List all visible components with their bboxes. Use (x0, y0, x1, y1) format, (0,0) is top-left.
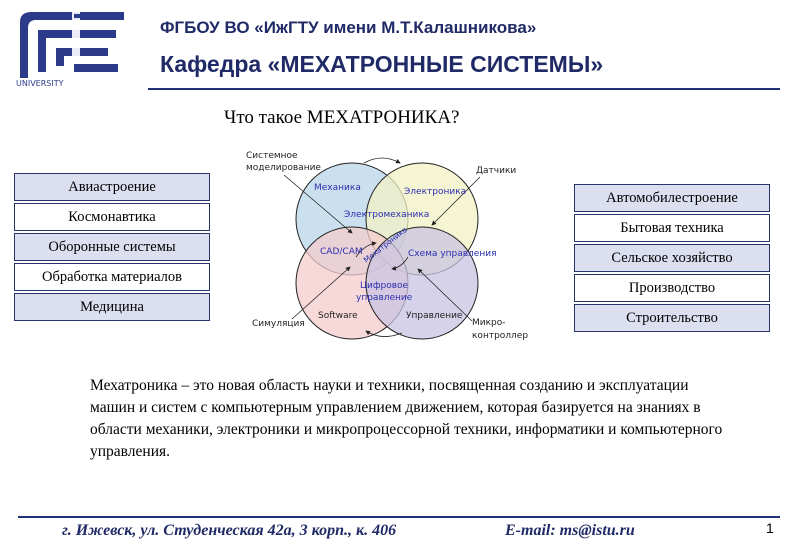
right-box-appliances: Бытовая техника (574, 214, 770, 242)
loop-arrow (364, 158, 400, 163)
footer-address: г. Ижевск, ул. Студенческая 42а, 3 корп., к. 406 (62, 522, 397, 539)
label-sys-model-1: Системное (246, 151, 298, 161)
left-box-aviation: Авиастроение (14, 173, 210, 201)
slide-question: Что такое МЕХАТРОНИКА? (224, 107, 460, 128)
label-control-scheme: Схема управления (408, 249, 497, 259)
label-cadcam: CAD/CAM (320, 247, 363, 257)
footer-divider (18, 516, 780, 518)
label-micro-2: контроллер (472, 331, 529, 341)
label-digital-1: Цифровое (360, 281, 409, 291)
footer-email: E-mail: ms@istu.ru (505, 522, 635, 539)
label-mechanics: Механика (314, 183, 361, 193)
org-title: ФГБОУ ВО «ИжГТУ имени М.Т.Калашникова» (160, 18, 537, 37)
label-control: Управление (406, 311, 463, 321)
label-simulation: Симуляция (252, 319, 305, 329)
label-digital-2: управление (356, 293, 413, 303)
left-box-defense: Оборонные системы (14, 233, 210, 261)
left-box-materials: Обработка материалов (14, 263, 210, 291)
left-box-medicine: Медицина (14, 293, 210, 321)
mechatronics-definition: Мехатроника – это новая область науки и техники, посвященная созданию и эксплуатации машин и систем с компьютерным управлением движением, которая базируется на знаниях в области механики, электроники и микропроцессорной техники, информатики и компьютерного управления. (90, 377, 723, 460)
label-sensors: Датчики (476, 166, 517, 176)
label-electronics: Электроника (404, 187, 467, 197)
label-micro-1: Микро- (472, 318, 506, 328)
header-divider (148, 88, 780, 90)
right-box-construction: Строительство (574, 304, 770, 332)
department-title: Кафедра «МЕХАТРОННЫЕ СИСТЕМЫ» (160, 51, 604, 77)
university-logo (12, 8, 130, 88)
logo-text: UNIVERSITY (16, 79, 64, 88)
left-box-cosmonautics: Космонавтика (14, 203, 210, 231)
mechatronics-venn-diagram (232, 145, 537, 345)
right-box-manufacturing: Производство (574, 274, 770, 302)
right-box-automotive: Автомобилестроение (574, 184, 770, 212)
label-mechatronics: Мехатроника (361, 225, 409, 265)
right-box-agriculture: Сельское хозяйство (574, 244, 770, 272)
label-electromechanics: Электромеханика (344, 210, 430, 220)
page-number: 1 (766, 520, 774, 536)
label-sys-model-2: моделирование (246, 163, 321, 173)
label-software: Software (318, 311, 358, 321)
